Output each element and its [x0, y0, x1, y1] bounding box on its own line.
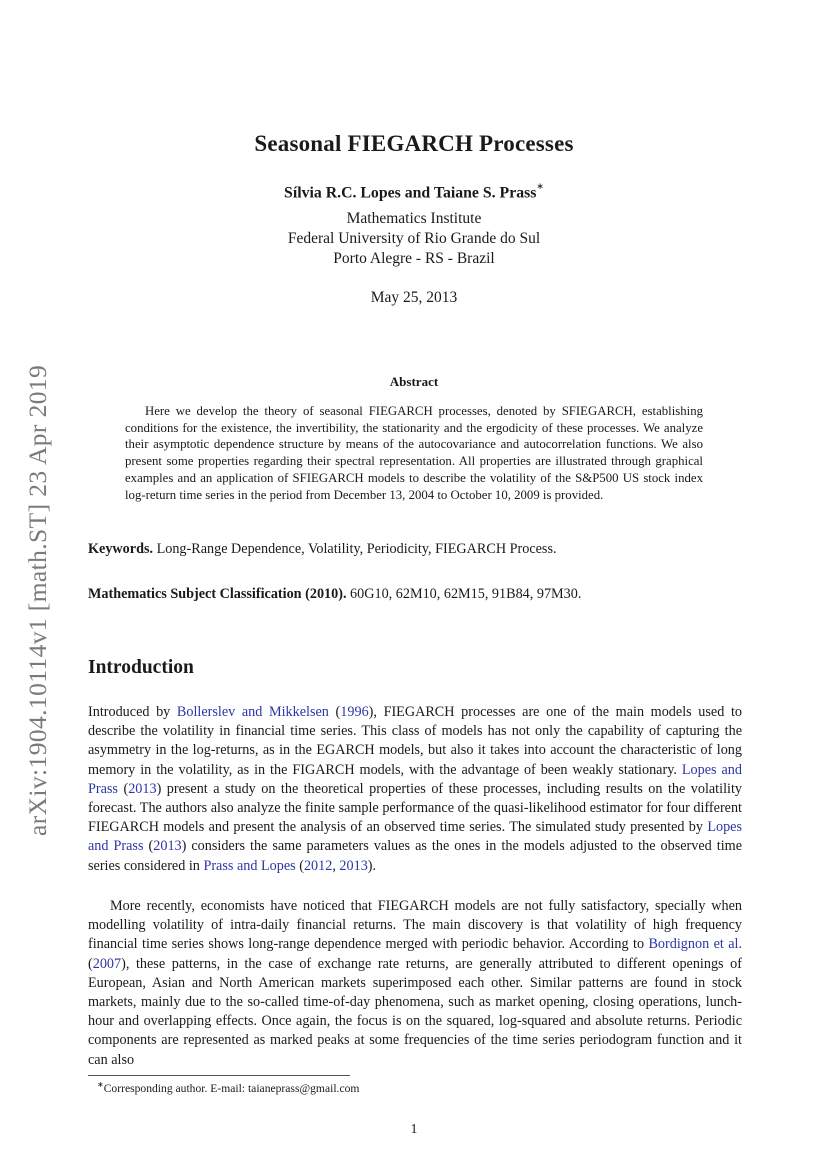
- intro-paragraph-1: Introduced by Bollerslev and Mikkelsen (1996), FIEGARCH processes are one of the main models used to describe the volatility in financial time series. This class of models has not only the capability of capturing the asymmetry in the log-returns, as in the EGARCH models, but also it takes into account the characteristic of long memory in the volatility, as in the FIGARCH models, with the advantage of been weakly stationary. Lopes and Prass (2013) present a study on the theoretical properties of these processes, including results on the volatility forecast. The authors also analyze the finite sample performance of the quasi-likelihood estimator for four different FIEGARCH models and present the analysis of an observed time series. The simulated study presented by Lopes and Prass (2013) considers the same parameters values as the ones in the models adjusted to the observed time series considered in Prass and Lopes (2012, 2013).: [88, 704, 742, 874]
- paper-date: May 25, 2013: [370, 289, 458, 306]
- footnote: [97, 1080, 359, 1095]
- abstract-heading: Abstract: [389, 374, 439, 389]
- footnote-mark: ∗: [97, 1080, 104, 1089]
- intro-paragraph-2: More recently, economists have noticed that FIEGARCH models are not fully satisfactory, specially when modelling volatility of intra-daily financial returns. The main discovery is that volatility of high frequency financial time series shows long-range dependence merged with periodic behavior. According to Bordignon et al. (2007), these patterns, in the case of exchange rate returns, are generally attributed to different openings of European, Asian and North American markets superimposed each other. Similar patterns are found in stock markets, mainly due to the so-called time-of-day phenomena, such as market opening, closing operations, lunch-hour and overlapping effects. Once again, the focus is on the squared, log-squared and absolute returns. Periodic components are represented as marked peaks at some frequencies of the time series periodogram function and it can also: [88, 898, 743, 1068]
- citation-link[interactable]: 2013: [339, 857, 368, 874]
- msc-classification: [88, 586, 742, 603]
- affiliation-line-2: Federal University of Rio Grande do Sul: [287, 230, 541, 247]
- abstract-body: Here we develop the theory of seasonal FIEGARCH processes, denoted by SFIEGARCH, establishing conditions for the existence, the invertibility, the stationarity and the ergodicity of these processes. We analyze their asymptotic dependence structure by means of the autocovariance and autocorrelation functions. We also present some properties regarding their spectral representation. All properties are illustrated through graphical examples and an application of SFIEGARCH models to describe the volatility of the S&P500 US stock index log-return time series in the period from December 13, 2004 to October 10, 2009 is provided.: [125, 404, 703, 502]
- citation-link[interactable]: 2007: [92, 955, 122, 972]
- affiliation-line-3: Porto Alegre - RS - Brazil: [333, 250, 495, 267]
- author-footnote-mark: ∗: [536, 181, 544, 191]
- citation-link[interactable]: 2013: [153, 838, 182, 855]
- citation-link[interactable]: 1996: [340, 704, 369, 720]
- citation-link[interactable]: Lopes and Prass: [88, 819, 742, 855]
- arxiv-stamp: arXiv:1904.10114v1 [math.ST] 23 Apr 2019: [23, 364, 52, 836]
- msc-label: Mathematics Subject Classification (2010).: [88, 586, 347, 602]
- affiliation: [0, 209, 828, 269]
- citation-link[interactable]: Bordignon et al.: [648, 936, 743, 953]
- author-line: [0, 183, 828, 202]
- citation-link[interactable]: Lopes and Prass: [88, 761, 742, 797]
- citation-link[interactable]: Bollerslev and Mikkelsen: [176, 704, 329, 720]
- paper-title: Seasonal FIEGARCH Processes: [254, 131, 574, 156]
- footnote-text: Corresponding author. E-mail: taianeprass@gmail.com: [103, 1081, 360, 1095]
- citation-link[interactable]: 2012: [303, 857, 333, 874]
- keywords: [88, 541, 742, 558]
- citation-link[interactable]: Prass and Lopes: [203, 857, 296, 874]
- footnote-rule: [88, 1075, 350, 1076]
- authors: Sílvia R.C. Lopes and Taiane S. Prass: [284, 184, 537, 202]
- msc-text: 60G10, 62M10, 62M15, 91B84, 97M30.: [346, 586, 582, 602]
- page-number: 1: [410, 1122, 418, 1137]
- keywords-text: Long-Range Dependence, Volatility, Periodicity, FIEGARCH Process.: [153, 541, 557, 557]
- citation-link[interactable]: 2013: [128, 780, 157, 797]
- keywords-label: Keywords.: [88, 541, 154, 557]
- section-heading-introduction: Introduction: [88, 657, 194, 678]
- affiliation-line-1: Mathematics Institute: [346, 210, 482, 227]
